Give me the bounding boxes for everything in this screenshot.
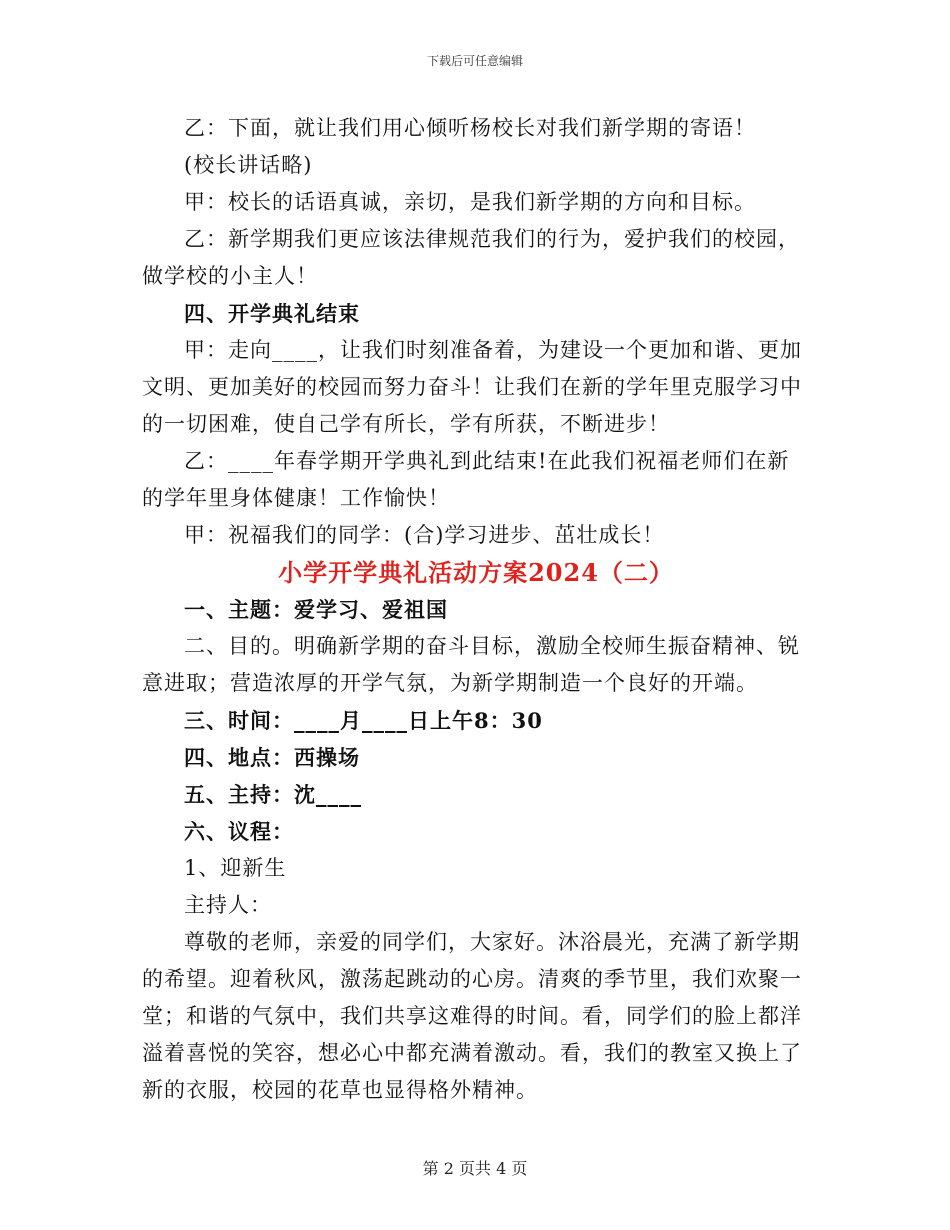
time-heading: 三、时间：____月____日上午8：30 [184, 708, 543, 733]
paragraph: (校长讲话略) [184, 153, 313, 177]
host-heading: 五、主持：沈____ [184, 782, 362, 807]
section-heading: 四、开学典礼结束 [184, 301, 360, 326]
host-label: 主持人： [184, 893, 272, 917]
speech-paragraph: 尊敬的老师，亲爱的同学们，大家好。沐浴晨光，充满了新学期的希望。迎着秋风，激荡起跳动的心房。清爽的季节里，我们欢聚一堂；和谐的气氛中，我们共享这难得的时间。看，同学们的脸上都洋溢着喜悦的笑容，想必心中都充满着激动。看，我们的教室又换上了新的衣服，校园的花草也显得格外精神。 [142, 930, 802, 1102]
agenda-heading: 六、议程： [184, 819, 294, 844]
paragraph: 甲：校长的话语真诚，亲切，是我们新学期的方向和目标。 [184, 190, 756, 214]
place-heading: 四、地点：西操场 [184, 745, 360, 770]
paragraph: 甲：走向____，让我们时刻准备着，为建设一个更加和谐、更加文明、更加美好的校园而努力奋斗！让我们在新的学年里克服学习中的一切困难，使自己学有所长，学有所获，不断进步！ [142, 338, 802, 436]
paragraph: 甲：祝福我们的同学：(合)学习进步、茁壮成长！ [184, 523, 665, 547]
document-body [142, 110, 810, 1109]
paragraph: 乙：下面，就让我们用心倾听杨校长对我们新学期的寄语！ [184, 116, 756, 140]
paragraph: 乙：____年春学期开学典礼到此结束!在此我们祝福老师们在新的学年里身体健康！工作愉快！ [142, 449, 790, 510]
purpose-paragraph: 二、目的。明确新学期的奋斗目标，激励全校师生振奋精神、锐意进取；营造浓厚的开学气氛，为新学期制造一个良好的开端。 [142, 634, 800, 695]
agenda-step: 1、迎新生 [184, 856, 287, 880]
page-header: 下载后可任意编辑 [426, 54, 523, 68]
document-title: 小学开学典礼活动方案2024（二） [278, 558, 674, 587]
theme-heading: 一、主题：爱学习、爱祖国 [184, 597, 448, 622]
page-footer: 第 2 页共 4 页 [422, 1159, 528, 1178]
paragraph: 乙：新学期我们更应该法律规范我们的行为，爱护我们的校园，做学校的小主人！ [142, 227, 800, 288]
